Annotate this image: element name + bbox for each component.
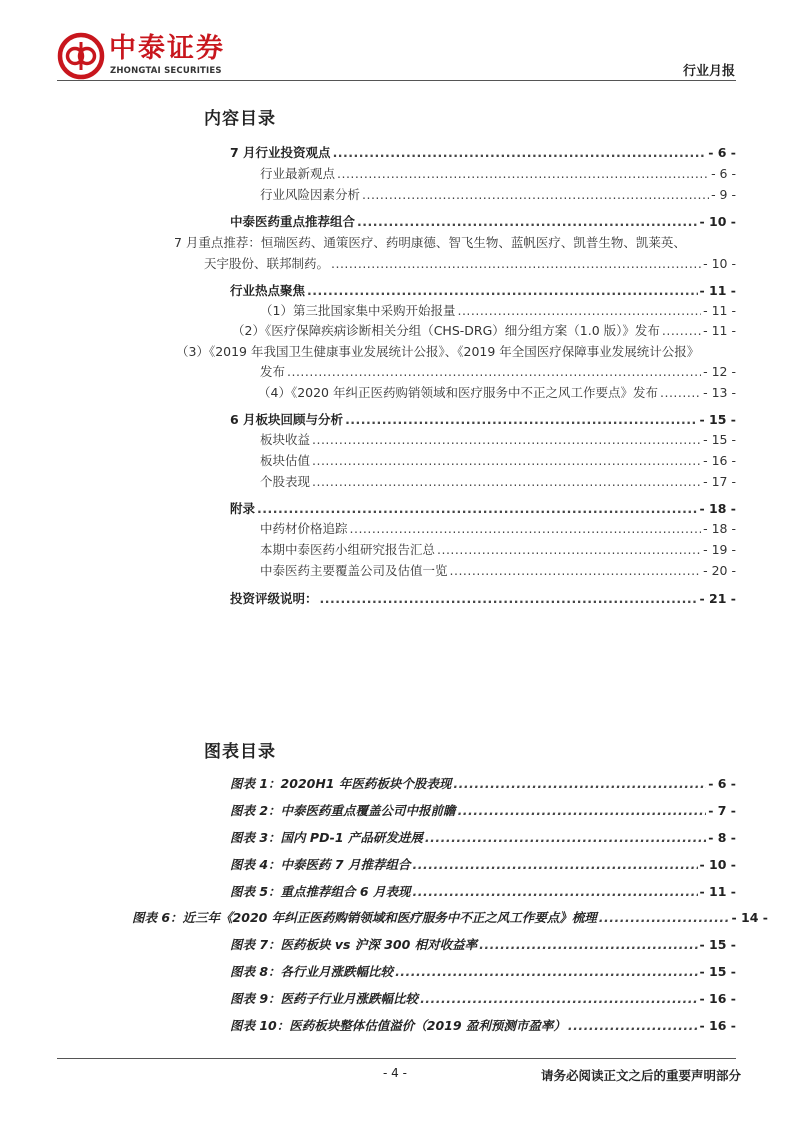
toc-entry-text: 本期中泰医药小组研究报告汇总 [260,542,436,557]
disclaimer-note: 请务必阅读正文之后的重要声明部分 [540,1068,741,1083]
toc-leader-dots [320,590,698,607]
figure-entry-text: 图表 10：医药板块整体估值溢价（2019 盈利预测市盈率） [230,1018,566,1033]
toc-entry[interactable] [260,302,736,319]
toc-entry-text: 7 月行业投资观点 [230,145,331,160]
figure-leader-dots [568,1017,698,1034]
figure-entry-page: - 6 - [708,776,736,791]
figure-entry-page: - 14 - [731,910,768,925]
toc-entry-text: 中药材价格追踪 [260,521,348,536]
figure-entry[interactable] [132,909,768,926]
footer-divider [57,1058,736,1059]
toc-entry[interactable] [230,282,736,299]
figure-leader-dots [599,909,730,926]
toc-entry-page: - 21 - [699,591,736,606]
toc-entry[interactable] [260,431,736,448]
toc-entry-text: 中泰医药重点推荐组合 [230,214,356,229]
toc-entry-page: - 18 - [703,521,736,536]
toc-entry-text: 天宇股份、联邦制药。 [204,256,330,271]
toc-entry-text: 板块估值 [260,453,311,468]
figure-entry[interactable] [230,990,736,1007]
figure-entry-page: - 8 - [708,830,736,845]
toc-entry-page: - 6 - [708,145,736,160]
toc-entry-text: （2）《医疗保障疾病诊断相关分组（CHS-DRG）细分组方案（1.0 版）》发布 [232,323,660,338]
toc-leader-dots [287,363,701,380]
toc-entry-page: - 17 - [703,474,736,489]
figure-entry[interactable] [230,936,736,953]
brand-name-cn: 中泰证券 [109,33,225,64]
figure-entry[interactable] [230,856,736,873]
page-number: - 4 - [383,1066,407,1080]
toc-entry-text: 行业最新观点 [260,166,336,181]
toc-entry[interactable] [260,473,736,490]
toc-entry[interactable] [230,144,736,161]
figure-leader-dots [420,990,697,1007]
figure-entry-page: - 7 - [708,803,736,818]
toc-leader-dots [312,431,701,448]
toc-leader-dots [257,500,698,517]
figure-entry-text: 图表 3：国内 PD-1 产品研发进展 [230,830,423,845]
figure-entry-text: 图表 2：中泰医药重点覆盖公司中报前瞻 [230,803,456,818]
toc-entry-page: - 11 - [699,283,736,298]
toc-entry[interactable] [260,452,736,469]
figure-entry-text: 图表 9：医药子行业月涨跌幅比较 [230,991,419,1006]
toc-entry-page: - 6 - [711,166,736,181]
toc-entry-text: （1）第三批国家集中采购开始报量 [260,303,456,318]
figure-leader-dots [458,802,707,819]
toc-leader-dots [662,322,701,339]
toc-entry-page: - 11 - [703,303,736,318]
toc-entry[interactable] [260,165,736,182]
figure-leader-dots [453,775,706,792]
toc-entry-text: 6 月板块回顾与分析 [230,412,344,427]
figure-entry-page: - 10 - [699,857,736,872]
figure-entry[interactable] [230,1017,736,1034]
toc-entry[interactable] [230,500,736,517]
toc-entry-text: 附录 [230,501,256,516]
figure-leader-dots [425,829,706,846]
toc-leader-dots [312,473,701,490]
figure-entry[interactable] [230,802,736,819]
toc-title: 内容目录 [204,109,276,129]
toc-leader-dots [337,165,709,182]
toc-leader-dots [362,186,709,203]
toc-entry[interactable] [230,590,736,607]
toc-leader-dots [312,452,701,469]
header-divider [57,80,736,81]
toc-entry-page: - 10 - [699,214,736,229]
toc-entry[interactable] [260,186,736,203]
brand-name-en: ZHONGTAI SECURITIES [110,66,222,76]
toc-entry-page: - 10 - [703,256,736,271]
toc-entry-text: 行业风险因素分析 [260,187,361,202]
toc-entry[interactable] [260,520,736,537]
toc-entry[interactable] [230,213,736,230]
toc-entry-text: 投资评级说明： [230,591,318,606]
toc-entry-page: - 12 - [703,364,736,379]
toc-leader-dots [437,541,701,558]
figures-title: 图表目录 [204,742,276,762]
toc-entry-text: 行业热点聚焦 [230,283,306,298]
zhongtai-logo-icon [57,32,105,80]
figure-entry-text: 图表 7：医药板块 vs 沪深 300 相对收益率 [230,937,478,952]
toc-entry-text: 板块收益 [260,432,311,447]
toc-entry[interactable] [260,363,736,380]
toc-leader-dots [357,213,698,230]
toc-leader-dots [350,520,702,537]
toc-entry[interactable] [232,322,736,339]
figure-entry-text: 图表 4：中泰医药 7 月推荐组合 [230,857,411,872]
toc-entry-page: - 18 - [699,501,736,516]
toc-entry-page: - 15 - [703,432,736,447]
toc-leader-dots [307,282,698,299]
figure-entry[interactable] [230,883,736,900]
toc-leader-dots [450,562,702,579]
toc-entry-text[interactable]: 7 月重点推荐：恒瑞医药、通策医疗、药明康德、智飞生物、蓝帆医疗、凯普生物、凯莱英、 [174,235,686,250]
figure-entry-text: 图表 5：重点推荐组合 6 月表现 [230,884,411,899]
figure-leader-dots [395,963,697,980]
toc-entry-text: 中泰医药主要覆盖公司及估值一览 [260,563,448,578]
toc-leader-dots [333,144,707,161]
figure-leader-dots [479,936,697,953]
toc-leader-dots [660,384,701,401]
figure-entry[interactable] [230,775,736,792]
toc-entry[interactable] [258,384,736,401]
figure-entry-text: 图表 8：各行业月涨跌幅比较 [230,964,394,979]
toc-entry-text: （4）《2020 年纠正医药购销领域和医疗服务中不正之风工作要点》发布 [258,385,658,400]
toc-entry-page: - 19 - [703,542,736,557]
figure-entry[interactable] [230,963,736,980]
figure-entry-page: - 11 - [699,884,736,899]
figure-entry-page: - 16 - [699,1018,736,1033]
toc-entry-text: 发布 [260,364,286,379]
toc-entry[interactable] [260,541,736,558]
toc-leader-dots [457,302,701,319]
toc-entry[interactable] [204,255,736,272]
toc-entry-page: - 15 - [699,412,736,427]
figure-leader-dots [412,883,697,900]
toc-leader-dots [345,411,697,428]
toc-leader-dots [331,255,701,272]
toc-entry[interactable] [230,411,736,428]
figure-entry-text: 图表 6：近三年《2020 年纠正医药购销领域和医疗服务中不正之风工作要点》梳理 [132,910,597,925]
toc-entry-text[interactable]: （3）《2019 年我国卫生健康事业发展统计公报》、《2019 年全国医疗保障事业发展统计公报》 [176,344,700,359]
toc-entry-page: - 9 - [711,187,736,202]
toc-entry-page: - 11 - [703,323,736,338]
toc-entry-page: - 16 - [703,453,736,468]
toc-entry-page: - 20 - [703,563,736,578]
figure-entry[interactable] [230,829,736,846]
toc-entry-text: 个股表现 [260,474,311,489]
figure-entry-page: - 16 - [699,991,736,1006]
toc-entry[interactable] [260,562,736,579]
figure-entry-page: - 15 - [699,937,736,952]
toc-entry-page: - 13 - [703,385,736,400]
figure-entry-page: - 15 - [699,964,736,979]
figure-leader-dots [412,856,697,873]
figure-entry-text: 图表 1：2020H1 年医药板块个股表现 [230,776,452,791]
report-type-label: 行业月报 [682,64,735,79]
